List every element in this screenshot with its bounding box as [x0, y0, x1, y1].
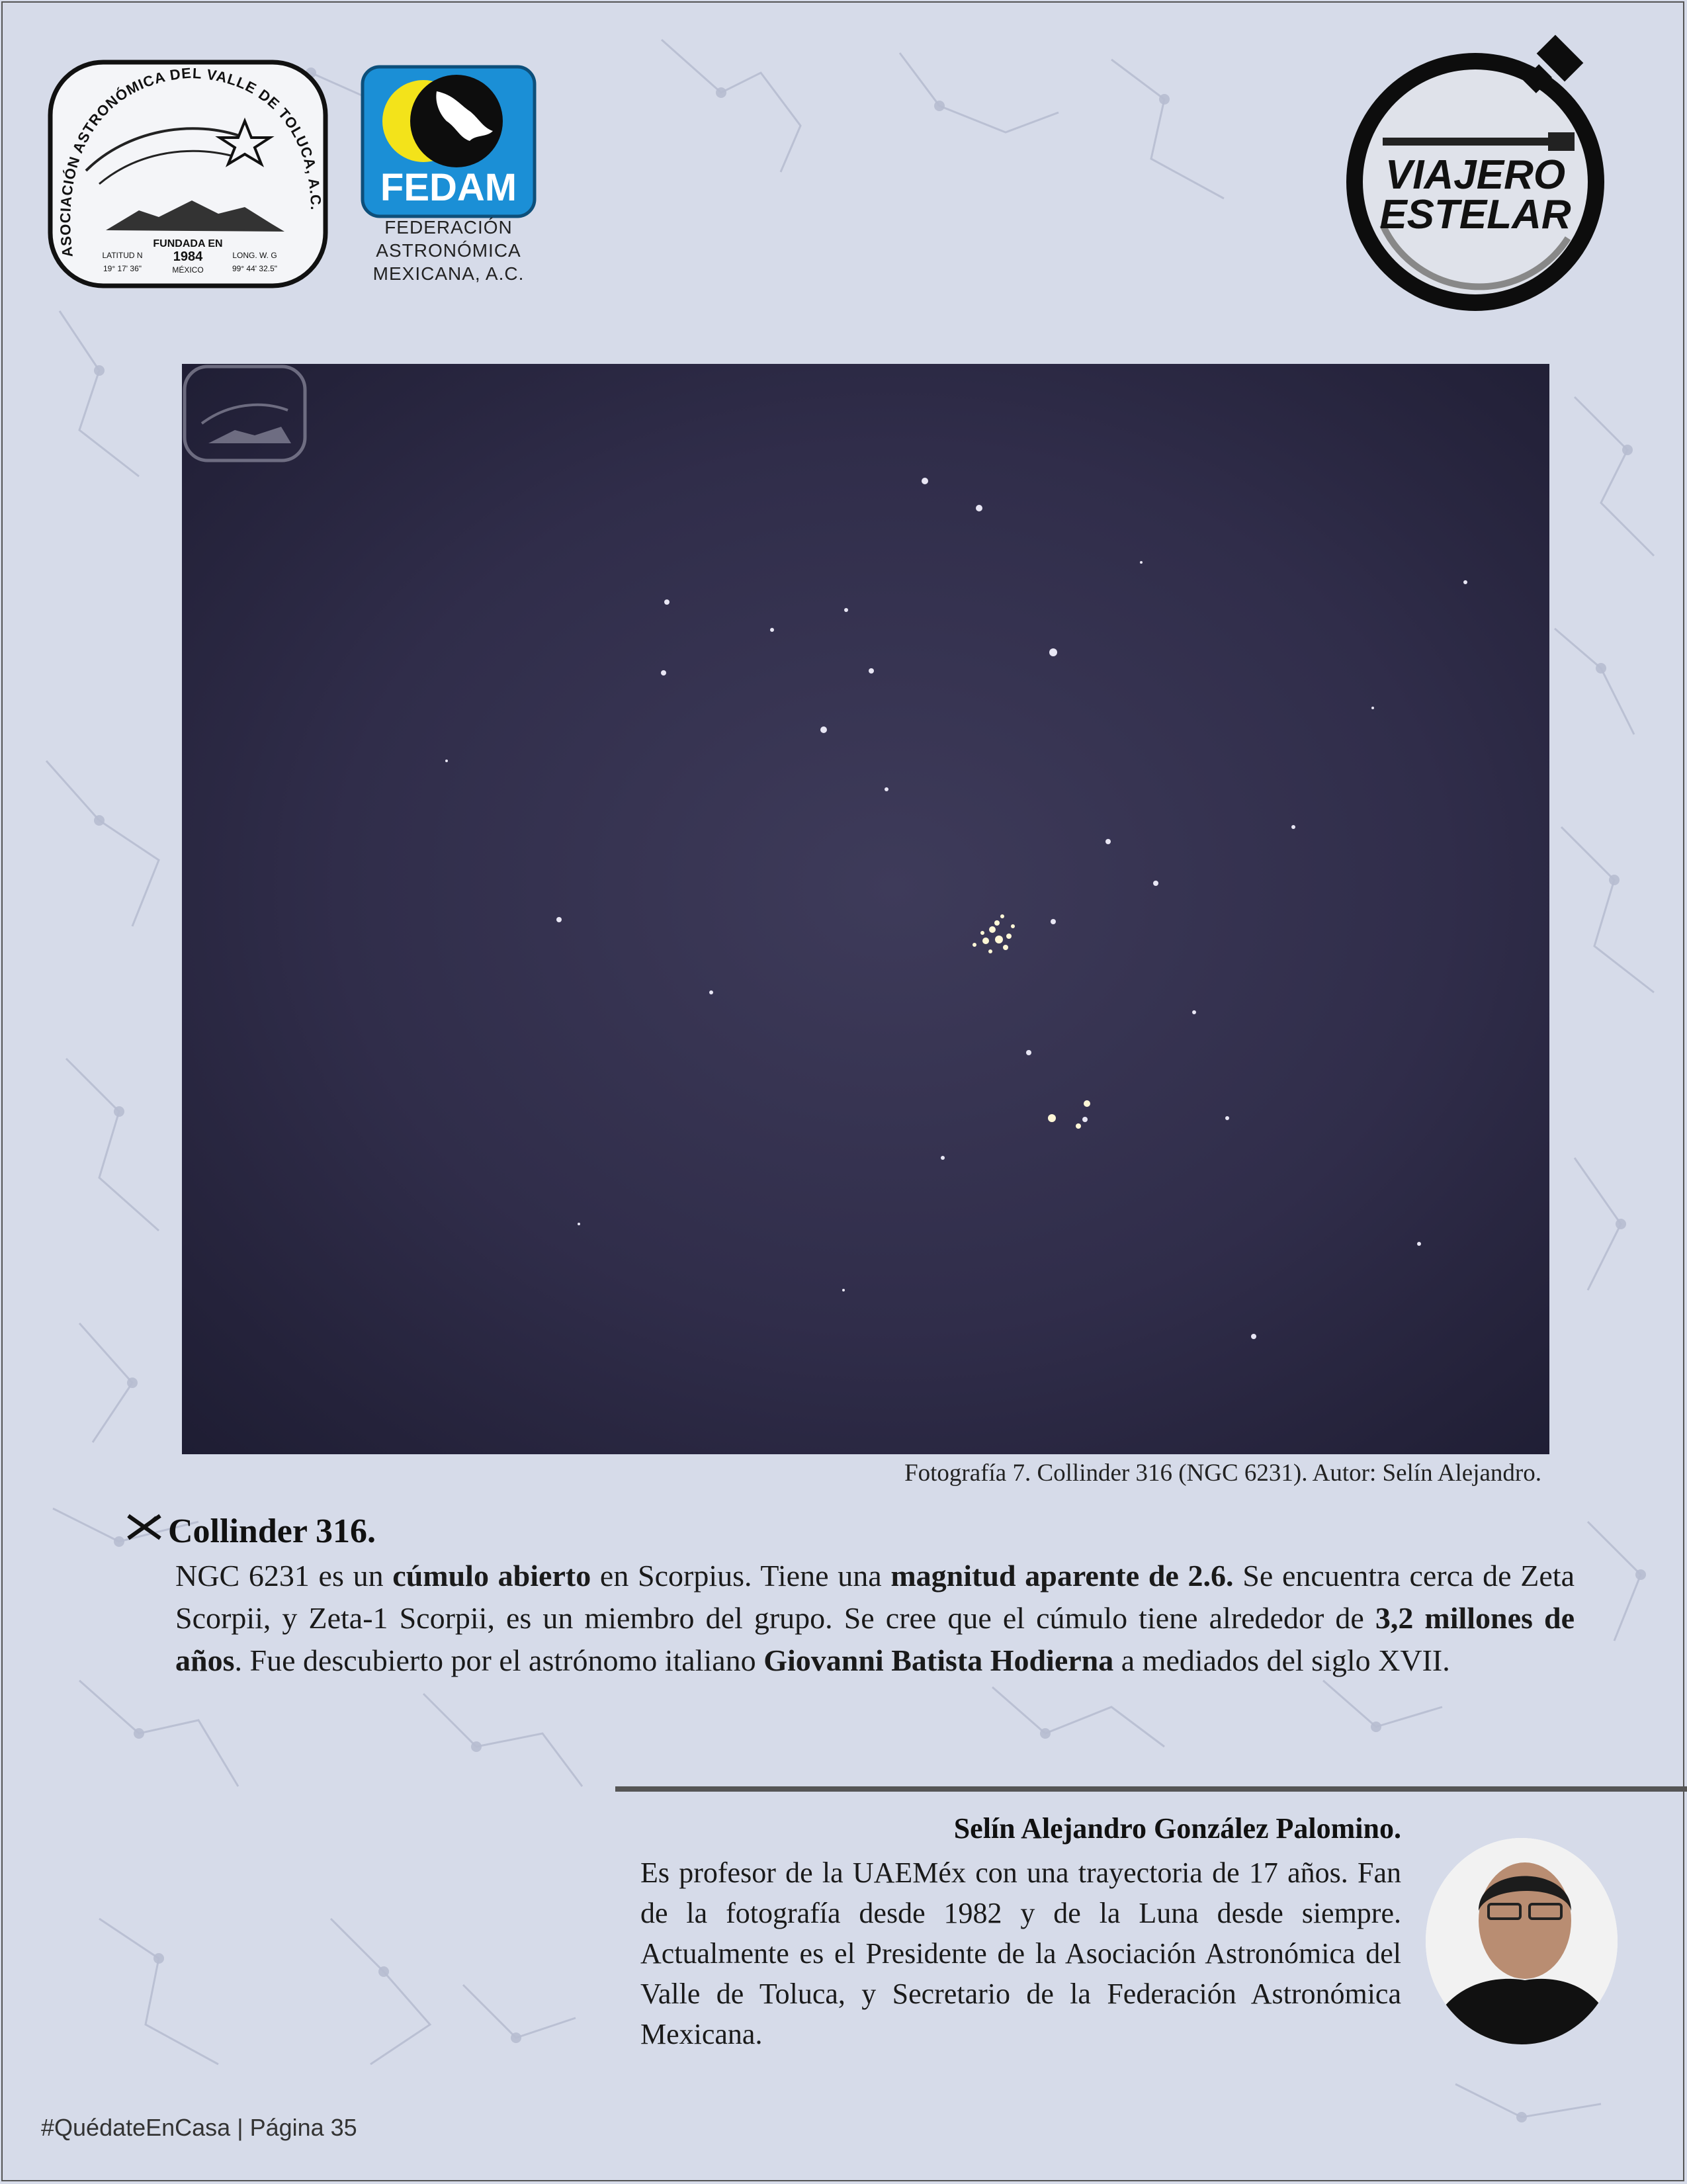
author-name: Selín Alejandro González Palomino.: [953, 1812, 1401, 1845]
aavt-logo: [46, 58, 329, 290]
section-divider: [615, 1786, 1687, 1792]
article-body-text: NGC 6231 es un: [175, 1559, 393, 1593]
viajero-line2: ESTELAR: [1379, 192, 1571, 238]
telescope-bullet-icon: [126, 1512, 163, 1542]
viajero-line1: VIAJERO: [1385, 152, 1566, 198]
article-body-bold: magnitud aparente de 2.6.: [890, 1559, 1234, 1593]
author-bio: Es profesor de la UAEMéx con una trayectoria de 17 años. Fan de la fotografía desde 1982 y de la Luna desde siempre. Actualmente es el Presidente de la Asociación Astronómica del Valle de Toluca, y Secretario de la Federación Astronómica Mexicana.: [640, 1856, 1401, 2050]
aavt-watermark-icon: [182, 364, 308, 463]
article-heading: [126, 1512, 376, 1551]
viajero-estelar-logo: [1330, 26, 1621, 318]
article-body-text: Se encuentra cerca de Zeta Scorpii, y Zeta-1 Scorpii, es un miembro del grupo. Se cree que el cúmulo tiene alrededor de: [175, 1559, 1575, 1635]
article-body-text: . Fue descubierto por el astrónomo italiano: [234, 1643, 764, 1677]
star-field: [182, 364, 1549, 1454]
aavt-country: MÉXICO: [172, 265, 204, 275]
article-body-bold: cúmulo abierto: [392, 1559, 591, 1593]
fedam-wordmark: FEDAM: [380, 166, 517, 209]
article-body-text: en Scorpius. Tiene una: [591, 1559, 891, 1593]
article-title: Collinder 316.: [168, 1512, 376, 1550]
page-footer: #QuédateEnCasa | Página 35: [41, 2114, 357, 2141]
aavt-long-label: LONG. W. G: [232, 251, 277, 260]
aavt-long-value: 99° 44' 32.5": [232, 264, 278, 273]
article-body-text: a mediados del siglo XVII.: [1113, 1643, 1450, 1677]
fedam-caption: [351, 216, 546, 285]
author-avatar: [1426, 1838, 1618, 2044]
article-body-bold: 3,2 millones de años: [175, 1601, 1575, 1677]
aavt-lat-value: 19° 17' 36": [103, 264, 142, 273]
fedam-caption-line1: FEDERACIÓN: [384, 217, 513, 238]
fedam-logo: [361, 65, 537, 218]
author-photo: [1426, 1838, 1618, 2044]
fedam-caption-line3: MEXICANA, A.C.: [372, 263, 525, 284]
aavt-lat-label: LATITUD N: [102, 251, 143, 260]
aavt-founded-year: 1984: [173, 249, 203, 264]
fedam-caption-line2: ASTRONÓMICA: [376, 240, 521, 261]
article-body: [175, 1555, 1575, 1682]
star-cluster-photo: [182, 364, 1549, 1454]
article-body-bold: Giovanni Batista Hodierna: [763, 1643, 1114, 1677]
photo-caption: Fotografía 7. Collinder 316 (NGC 6231). Autor: Selín Alejandro.: [904, 1460, 1541, 1487]
aavt-arc-text: ASOCIACIÓN ASTRONÓMICA DEL VALLE DE TOLUCA, A.C.: [57, 64, 325, 259]
aavt-founded-label: FUNDADA EN: [153, 238, 223, 249]
